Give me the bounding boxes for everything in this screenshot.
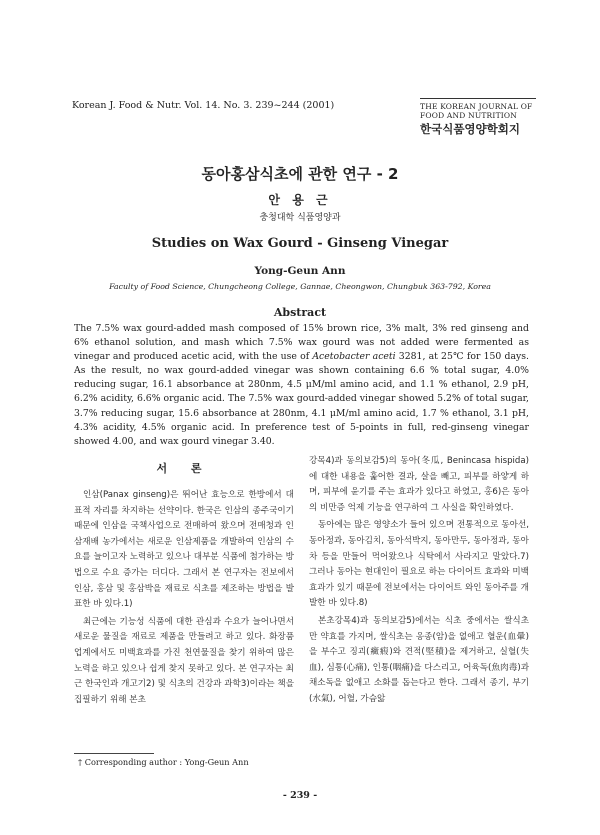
author-name-en: Yong-Geun Ann xyxy=(254,265,346,277)
journal-logo xyxy=(420,98,536,137)
abstract-heading: Abstract xyxy=(273,306,327,319)
footnote-divider xyxy=(74,753,154,754)
journal-name-ko: 한국식품영양학회지 xyxy=(420,122,520,136)
journal-name-en-line1: THE KOREAN JOURNAL OF xyxy=(420,102,533,111)
corresponding-author-footnote: † Corresponding author : Yong-Geun Ann xyxy=(78,757,249,767)
affiliation-en: Faculty of Food Science, Chungcheong College, Gannae, Cheongwon, Chungbuk 363-792, Korea xyxy=(109,282,491,291)
journal-citation: Korean J. Food & Nutr. Vol. 14. No. 3. 239~244 (2001) xyxy=(72,100,335,111)
intro-paragraph-5: 본초강목4)과 동의보감5)에서는 식초 중에서는 쌀식초만 약효를 가지며, 쌀식초는 옹종(암)을 없애고 혈운(血暈)을 부수고 징괴(癥瘕)와 견적(堅積)을 제거하고, 실혈(失血), 심통(心痛), 인통(咽痛)을 다스리고, 어육독(魚肉毒)과 채소독을 없애고 소화를 돕는다고 한다. 그래서 종기, 부기(水氣), 어혈, 가슴앓 xyxy=(309,615,529,704)
abstract-text-b: 3281, at 25℃ for 150 days. As the result, no wax gourd-added vinegar was shown containing 6.6 % total sugar, 4.0% reducing sugar, 16.1 absorbance at 280nm, 4.5 μM/ml amino acid, and 1.1 % ethanol, 2.9 pH, 6.2% acidity, 6.6% organic acid. The 7.5% wax gourd-added vinegar showed 5.2% of total sugar, 3.7% reducing sugar, 15.6 absorbance at 280nm, 4.1 μM/ml amino acid, 1.7 % ethanol, 3.1 pH, 4.3% acidity, 4.5% organic acid. In preference test of 5-points in full, red-ginseng vinegar showed 4.00, and wax gourd vinegar 3.40. xyxy=(74,351,529,447)
body-column-left xyxy=(74,488,294,710)
abstract-body xyxy=(74,322,529,449)
journal-name-en-line2: FOOD AND NUTRITION xyxy=(420,111,518,120)
intro-paragraph-1: 인삼(Panax ginseng)은 뛰어난 효능으로 한방에서 대표적 자리를 차지하는 선약이다. 한국은 인삼의 종주국이기 때문에 인삼을 국책사업으로 전매하여 왔으며 전매청과 인삼재배 농가에서는 새로운 인삼제품을 개발하여 인삼의 수요를 늘이고자 노력하고 있으나 대부분 식품에 첨가하는 방법으로 수요 증가는 더디다. 그래서 본 연구자는 전보에서 인삼, 홍삼 및 홍삼박을 재료로 식초를 제조하는 방법을 발표한 바 있다.1) xyxy=(74,490,294,610)
abstract-text-a: The 7.5% wax gourd-added mash composed of 15% brown rice, 3% malt, 3% red ginseng and 6% ethanol solution, and mash which 7.5% wax gourd was not added were fermented as vinegar and produced acetic acid, with the use of xyxy=(74,323,529,363)
body-column-right xyxy=(309,454,529,710)
intro-paragraph-2: 최근에는 기능성 식품에 대한 관심과 수요가 늘어나면서 새로운 물질을 재료로 제품을 만들려고 하고 있다. 화장품 업계에서도 미백효과를 가진 천연물질을 찾기 위하여 많은 노력을 하고 있으나 쉽게 찾지 못하고 있다. 본 연구자는 최근 한국인과 개고기2) 및 식초의 건강과 과학3)이라는 책을 집필하기 위해 본초 xyxy=(74,616,294,705)
affiliation-ko: 충청대학 식품영양과 xyxy=(259,213,341,223)
author-name-ko: 안 용 근 xyxy=(268,193,332,207)
paper-title-ko: 동아홍삼식초에 관한 연구 - 2 xyxy=(201,165,399,183)
intro-paragraph-4: 동아에는 많은 영양소가 들어 있으며 전통적으로 동아선, 동아정과, 동아김치, 동아석박지, 동아만두, 동아정과, 동아차 등을 만들어 먹어왔으나 식탁에서 사라지고 말았다.7) 그러나 동아는 현대인이 필요로 하는 다이어트 효과와 미백효과가 있기 때문에 전보에서는 다이어트 와인 동아주를 개발한 바 있다.8) xyxy=(309,520,529,609)
abstract-organism: Acetobacter aceti xyxy=(312,351,396,363)
paper-title-en: Studies on Wax Gourd - Ginseng Vinegar xyxy=(151,236,449,251)
intro-paragraph-3: 강목4)과 동의보감5)의 동아(冬瓜, Benincasa hispida)에 대한 내용을 훑어한 결과, 살을 빼고, 피부를 하얗게 하며, 피부에 윤기를 주는 효과가 있다고 하였고, 홍6)은 동아의 비만증 억제 기능을 연구하여 그 사실을 확인하였다. xyxy=(309,456,529,513)
introduction-heading: 서 론 xyxy=(156,462,212,475)
page-number: - 239 - xyxy=(282,790,318,801)
